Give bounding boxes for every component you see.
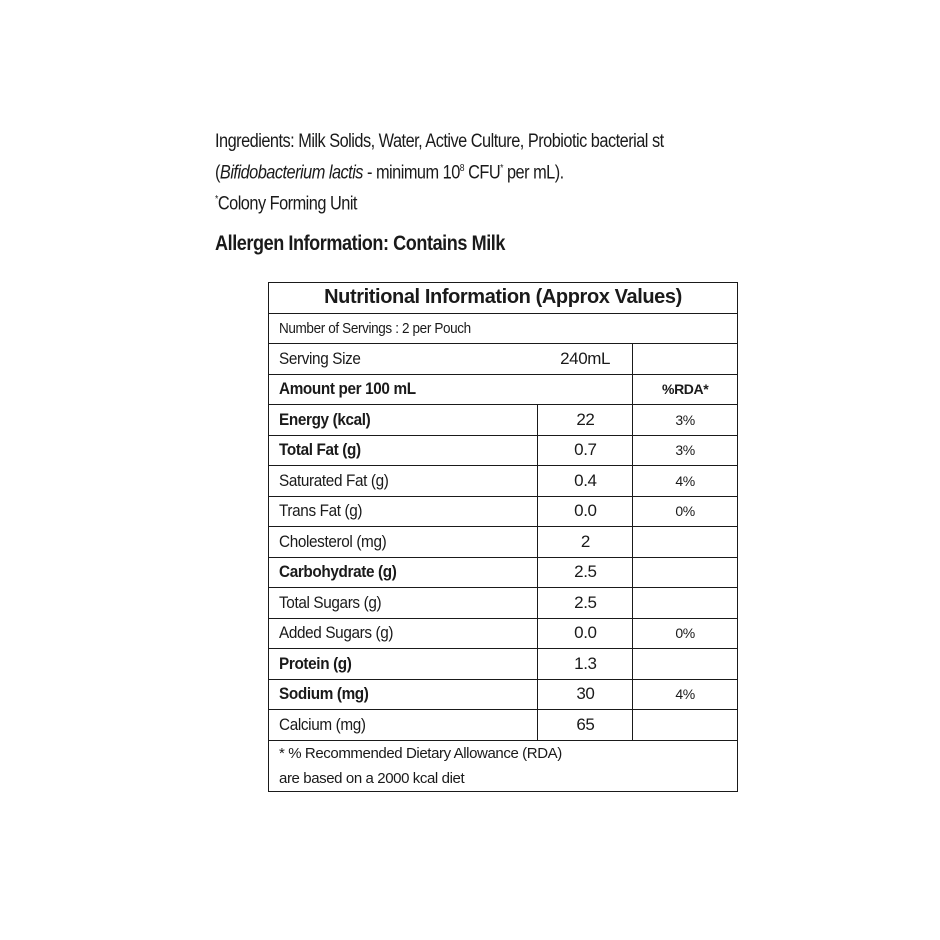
table-row [269, 466, 738, 497]
footnote-line-2: are based on a 2000 kcal diet [279, 769, 465, 787]
table-row [269, 679, 738, 710]
nutrient-name: Cholesterol (mg) [279, 531, 387, 551]
nutrient-value: 0.0 [538, 496, 633, 527]
nutrient-rda: 4% [633, 679, 738, 710]
rda-header: %RDA* [633, 374, 738, 405]
nutrient-value: 0.7 [538, 435, 633, 466]
nutrient-name: Total Sugars (g) [279, 592, 382, 612]
nutrient-value: 1.3 [538, 649, 633, 680]
table-row [269, 496, 738, 527]
table-row [269, 710, 738, 741]
nutrient-value: 0.0 [538, 618, 633, 649]
nutrient-name: Total Fat (g) [279, 440, 361, 460]
nutrient-rda: 0% [633, 496, 738, 527]
nutrient-name: Energy (kcal) [279, 409, 371, 429]
serving-size-row [269, 344, 738, 375]
nutrient-name: Carbohydrate (g) [279, 562, 397, 582]
table-row [269, 435, 738, 466]
table-title-row [269, 283, 738, 314]
servings-row [269, 313, 738, 344]
nutrient-value: 2 [538, 527, 633, 558]
table-title: Nutritional Information (Approx Values) [269, 283, 738, 314]
nutrient-name: Added Sugars (g) [279, 623, 394, 643]
footnote-line-1: * % Recommended Dietary Allowance (RDA) [279, 744, 562, 762]
nutrient-rda [633, 710, 738, 741]
nutrient-rda: 4% [633, 466, 738, 497]
nutrient-name: Sodium (mg) [279, 684, 369, 704]
nutrient-name: Trans Fat (g) [279, 501, 363, 521]
nutrient-value: 2.5 [538, 588, 633, 619]
nutrient-rda: 3% [633, 405, 738, 436]
nutrient-value: 22 [538, 405, 633, 436]
table-row [269, 649, 738, 680]
serving-size-label: Serving Size [279, 348, 361, 368]
nutrient-value: 2.5 [538, 557, 633, 588]
amount-label: Amount per 100 mL [279, 379, 416, 399]
footnote-row [269, 740, 738, 791]
nutrient-rda: 0% [633, 618, 738, 649]
nutrient-rda: 3% [633, 435, 738, 466]
exponent: 8 [459, 163, 465, 174]
nutrient-rda [633, 649, 738, 680]
nutrient-rda [633, 557, 738, 588]
nutrient-name: Calcium (mg) [279, 714, 366, 734]
table-row [269, 557, 738, 588]
nutrition-table [268, 282, 738, 792]
probiotic-species: Bifidobacterium lactis [219, 162, 363, 184]
table-row [269, 405, 738, 436]
nutrient-value: 0.4 [538, 466, 633, 497]
nutrient-value: 65 [538, 710, 633, 741]
ingredients-line-3: *Colony Forming Unit [215, 193, 357, 215]
table-row [269, 618, 738, 649]
nutrient-name: Saturated Fat (g) [279, 470, 389, 490]
table-row [269, 588, 738, 619]
table-row [269, 527, 738, 558]
ingredients-line-1: Ingredients: Milk Solids, Water, Active Culture, Probiotic bacterial st [215, 131, 664, 152]
ingredients-line-2: (Bifidobacterium lactis - minimum $10^8$ CFU* per mL). [215, 162, 564, 184]
nutrient-value: 30 [538, 679, 633, 710]
nutrient-rda [633, 588, 738, 619]
servings-text: Number of Servings : 2 per Pouch [279, 319, 471, 337]
nutrient-name: Protein (g) [279, 653, 352, 673]
allergen-information: Allergen Information: Contains Milk [215, 232, 505, 255]
nutrient-rda [633, 527, 738, 558]
amount-header-row [269, 374, 738, 405]
serving-size-value: 240mL [538, 344, 633, 375]
ingredients-text [215, 128, 697, 218]
